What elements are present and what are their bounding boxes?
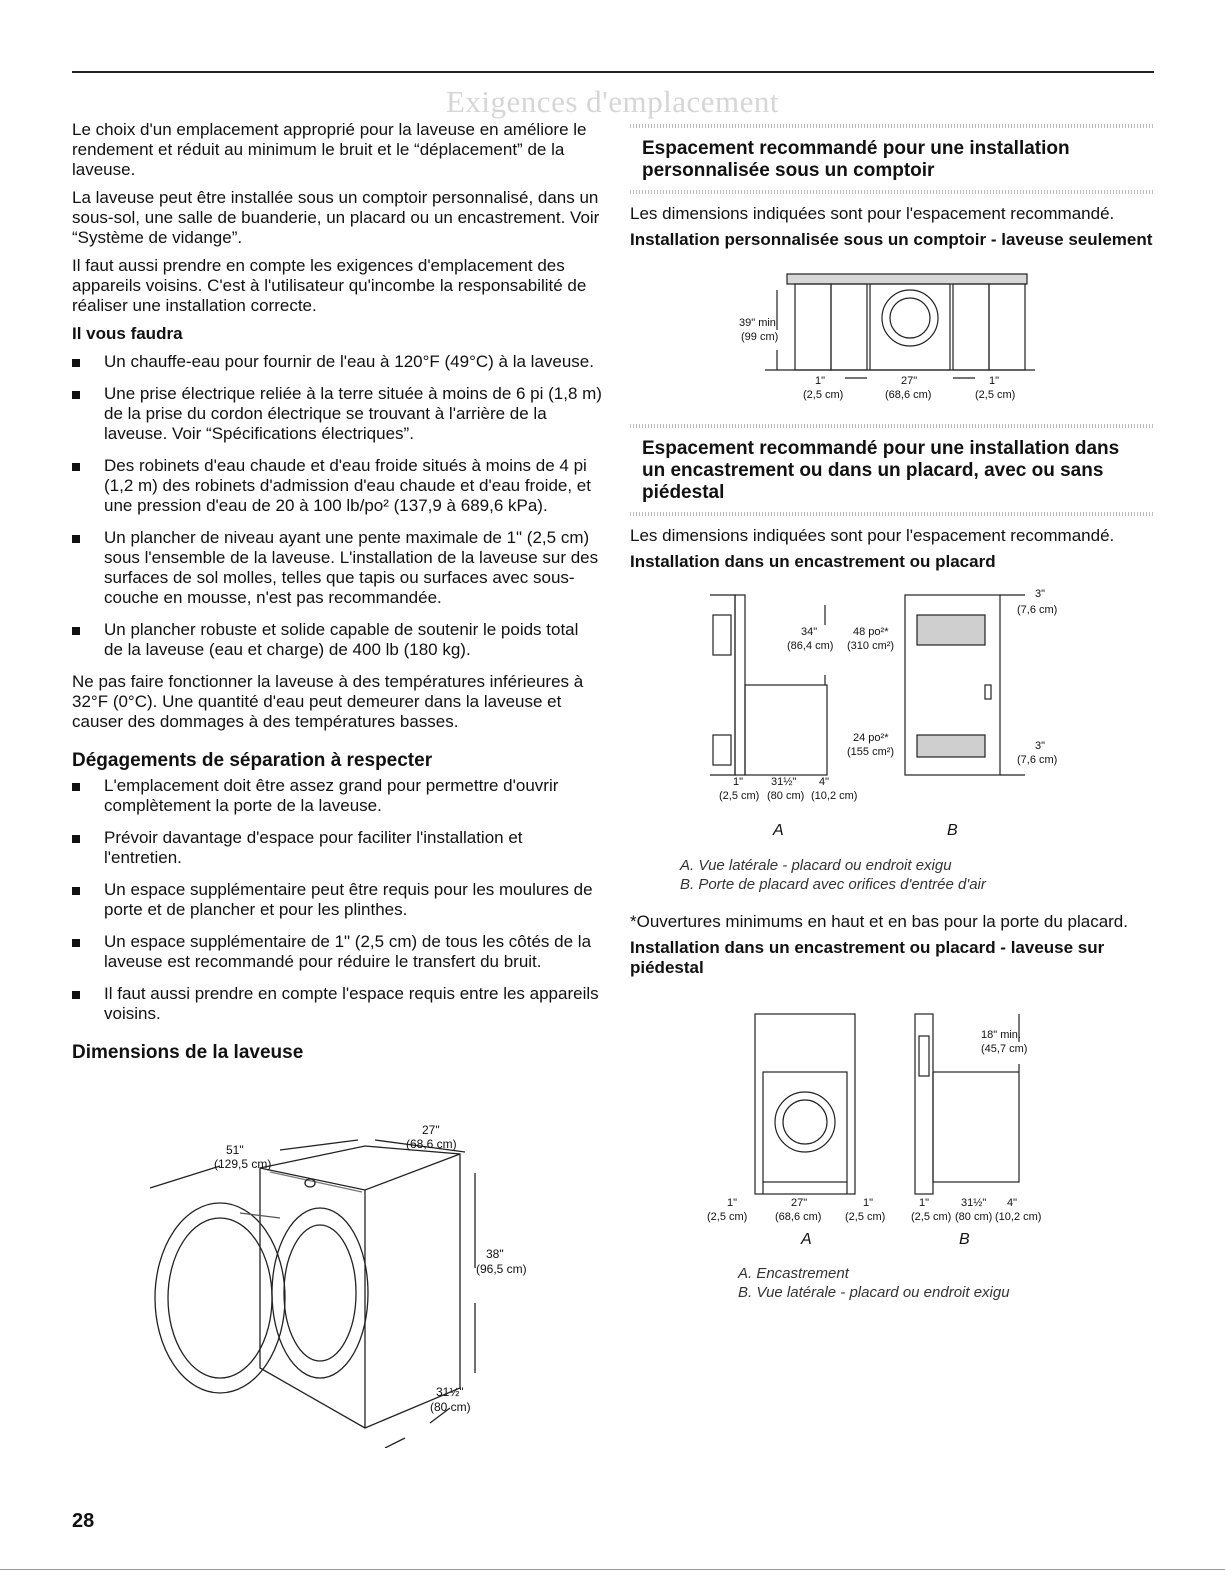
gap-label: 1" bbox=[733, 776, 744, 788]
gap-cm: (2,5 cm) bbox=[803, 389, 844, 401]
list-item: Un espace supplémentaire peut être requis pour les moulures de porte et de plancher et pour les plinthes. bbox=[72, 880, 602, 920]
clearance-heading: Dégagements de séparation à respecter bbox=[72, 750, 433, 771]
label-a: A bbox=[801, 1231, 812, 1248]
depth-label: 31½" bbox=[961, 1197, 987, 1209]
bottom-vent-cm: (155 cm²) bbox=[847, 746, 895, 758]
closet-section bbox=[630, 420, 1154, 578]
width-cm: (68,6 cm) bbox=[775, 1211, 822, 1223]
depth-dim-label: 31½" bbox=[436, 1385, 464, 1399]
undercounter-subhead: Installation personnalisée sous un comptoir - laveuse seulement bbox=[630, 230, 1153, 249]
height-dim-cm: (96,5 cm) bbox=[476, 1262, 527, 1276]
height-cm: (86,4 cm) bbox=[787, 640, 834, 652]
intro-paragraph: La laveuse peut être installée sous un comptoir personnalisé, dans un sous-sol, une salle de buanderie, un placard ou un encastrement. Voir “Système de vidange”. bbox=[72, 188, 600, 247]
gap-label: 1" bbox=[815, 375, 826, 387]
height-cm: (99 cm) bbox=[741, 331, 779, 343]
clearance-list bbox=[72, 776, 602, 1024]
gap-cm: (2,5 cm) bbox=[975, 389, 1016, 401]
bottom-vent-label: 24 po²* bbox=[853, 732, 889, 744]
undercounter-text: Les dimensions indiquées sont pour l'espacement recommandé. bbox=[630, 204, 1115, 223]
hatch-rule bbox=[630, 424, 1154, 428]
gap-label: 1" bbox=[989, 375, 1000, 387]
list-item: Un chauffe-eau pour fournir de l'eau à 120°F (49°C) à la laveuse. bbox=[72, 352, 602, 372]
bottom-rule bbox=[0, 1569, 1225, 1570]
intro-paragraph: Le choix d'un emplacement approprié pour la laveuse en améliore le rendement et réduit au minimum le bruit et le “déplacement” de la laveuse. bbox=[72, 120, 587, 179]
gap-label: 1" bbox=[919, 1197, 930, 1209]
bullet-icon bbox=[72, 391, 80, 399]
label-b: B bbox=[947, 822, 958, 839]
bullet-icon bbox=[72, 627, 80, 635]
depth-cm: (80 cm) bbox=[955, 1211, 993, 1223]
closet-heading: Espacement recommandé pour une installation dans un encastrement ou dans un placard, avec ou sans piédestal bbox=[642, 438, 1120, 503]
bullet-icon bbox=[72, 835, 80, 843]
bullet-icon bbox=[72, 359, 80, 367]
pedestal-figure bbox=[705, 1012, 1045, 1252]
door-dim-label: 51" bbox=[226, 1143, 244, 1157]
rear-label: 4" bbox=[819, 776, 830, 788]
top-gap-label: 3" bbox=[1035, 588, 1046, 600]
list-item: Un plancher robuste et solide capable de soutenir le poids total de la laveuse (eau et charge) de 400 lb (180 kg). bbox=[72, 620, 602, 660]
need-heading: Il vous faudra bbox=[72, 324, 183, 343]
list-item: Une prise électrique reliée à la terre située à moins de 6 pi (1,8 m) de la prise du cordon électrique se trouvant à l'arrière de la laveuse. Voir “Spécifications électriques”. bbox=[72, 384, 602, 444]
rear-label: 4" bbox=[1007, 1197, 1018, 1209]
width-cm: (68,6 cm) bbox=[885, 389, 932, 401]
left-column bbox=[72, 120, 602, 1068]
footnote: *Ouvertures minimums en haut et en bas pour la porte du placard. bbox=[630, 912, 1128, 931]
bottom-gap-cm: (7,6 cm) bbox=[1017, 754, 1058, 766]
depth-dim-cm: (80 cm) bbox=[430, 1400, 471, 1414]
list-item: Il faut aussi prendre en compte l'espace requis entre les appareils voisins. bbox=[72, 984, 602, 1024]
list-item: Un espace supplémentaire de 1" (2,5 cm) de tous les côtés de la laveuse est recommandé pour réduire le transfert du bruit. bbox=[72, 932, 602, 972]
caption-b: B. Porte de placard avec orifices d'entrée d'air bbox=[680, 876, 986, 893]
gap-cm: (2,5 cm) bbox=[719, 790, 760, 802]
page-title: Exigences d'emplacement bbox=[446, 84, 779, 119]
bottom-gap-label: 3" bbox=[1035, 740, 1046, 752]
top-vent-label: 48 po²* bbox=[853, 626, 889, 638]
need-list bbox=[72, 352, 602, 660]
width-label: 27" bbox=[901, 375, 918, 387]
height-dim-label: 38" bbox=[486, 1247, 504, 1261]
undercounter-figure bbox=[735, 270, 1035, 410]
rear-cm: (10,2 cm) bbox=[995, 1211, 1042, 1223]
closet-figure bbox=[705, 585, 1065, 840]
gap-label: 1" bbox=[863, 1197, 874, 1209]
rear-cm: (10,2 cm) bbox=[811, 790, 858, 802]
label-b: B bbox=[959, 1231, 970, 1248]
gap-cm: (2,5 cm) bbox=[911, 1211, 952, 1223]
bullet-icon bbox=[72, 783, 80, 791]
height-label: 39" min bbox=[739, 317, 776, 329]
undercounter-heading: Espacement recommandé pour une installation personnalisée sous un comptoir bbox=[642, 138, 1070, 181]
width-dim-label: 27" bbox=[422, 1123, 440, 1137]
pedestal-subhead: Installation dans un encastrement ou placard - laveuse sur piédestal bbox=[630, 938, 1105, 977]
caption-a: A. Encastrement bbox=[738, 1265, 849, 1282]
caption-b: B. Vue latérale - placard ou endroit exigu bbox=[738, 1284, 1010, 1301]
hatch-rule bbox=[630, 190, 1154, 194]
closet-illustration bbox=[705, 585, 1065, 840]
list-item: Un plancher de niveau ayant une pente maximale de 1" (2,5 cm) sous l'ensemble de la laveuse. L'installation de la laveuse sur des surfaces de sol molles, telles que tapis ou surfaces avec sous-couche en mousse, n'est pas recommandée. bbox=[72, 528, 602, 608]
top-label: 18" min. bbox=[981, 1029, 1021, 1041]
pedestal-caption bbox=[738, 1264, 1138, 1302]
bullet-icon bbox=[72, 887, 80, 895]
washer-illustration bbox=[130, 1118, 550, 1448]
hatch-rule bbox=[630, 124, 1154, 128]
top-rule bbox=[72, 71, 1154, 73]
list-item: Prévoir davantage d'espace pour faciliter l'installation et l'entretien. bbox=[72, 828, 602, 868]
width-label: 27" bbox=[791, 1197, 808, 1209]
top-gap-cm: (7,6 cm) bbox=[1017, 604, 1058, 616]
gap-label: 1" bbox=[727, 1197, 738, 1209]
caption-a: A. Vue latérale - placard ou endroit exigu bbox=[680, 857, 952, 874]
pedestal-section bbox=[630, 912, 1154, 984]
depth-label: 31½" bbox=[771, 776, 797, 788]
pedestal-illustration bbox=[705, 1012, 1045, 1252]
washer-dimensions-figure bbox=[130, 1118, 550, 1448]
list-item: L'emplacement doit être assez grand pour permettre d'ouvrir complètement la porte de la laveuse. bbox=[72, 776, 602, 816]
gap-cm: (2,5 cm) bbox=[707, 1211, 748, 1223]
height-label: 34" bbox=[801, 626, 818, 638]
bullet-icon bbox=[72, 991, 80, 999]
dimensions-heading: Dimensions de la laveuse bbox=[72, 1042, 304, 1063]
gap-cm: (2,5 cm) bbox=[845, 1211, 886, 1223]
width-dim-cm: (68,6 cm) bbox=[406, 1137, 457, 1151]
closet-text: Les dimensions indiquées sont pour l'espacement recommandé. bbox=[630, 526, 1115, 545]
closet-caption bbox=[680, 856, 1150, 894]
intro-paragraph: Il faut aussi prendre en compte les exigences d'emplacement des appareils voisins. C'est à l'utilisateur qu'incombe la responsabilité de réaliser une installation correcte. bbox=[72, 256, 587, 315]
list-item: Des robinets d'eau chaude et d'eau froide situés à moins de 4 pi (1,2 m) des robinets d'admission d'eau chaude et d'eau froide, et une pression d'eau de 20 à 100 lb/po² (137,9 à 689,6 kPa). bbox=[72, 456, 602, 516]
closet-subhead: Installation dans un encastrement ou placard bbox=[630, 552, 996, 571]
top-vent-cm: (310 cm²) bbox=[847, 640, 895, 652]
bullet-icon bbox=[72, 463, 80, 471]
bullet-icon bbox=[72, 939, 80, 947]
bullet-icon bbox=[72, 535, 80, 543]
hatch-rule bbox=[630, 512, 1154, 516]
right-column bbox=[630, 120, 1154, 256]
top-cm: (45,7 cm) bbox=[981, 1043, 1028, 1055]
temperature-warning: Ne pas faire fonctionner la laveuse à des températures inférieures à 32°F (0°C). Une quantité d'eau peut demeurer dans la laveuse et causer des dommages à des températures basses. bbox=[72, 672, 584, 731]
label-a: A bbox=[773, 822, 784, 839]
page-number: 28 bbox=[72, 1510, 95, 1532]
door-dim-cm: (129,5 cm) bbox=[214, 1157, 272, 1171]
undercounter-illustration bbox=[735, 270, 1035, 410]
depth-cm: (80 cm) bbox=[767, 790, 805, 802]
